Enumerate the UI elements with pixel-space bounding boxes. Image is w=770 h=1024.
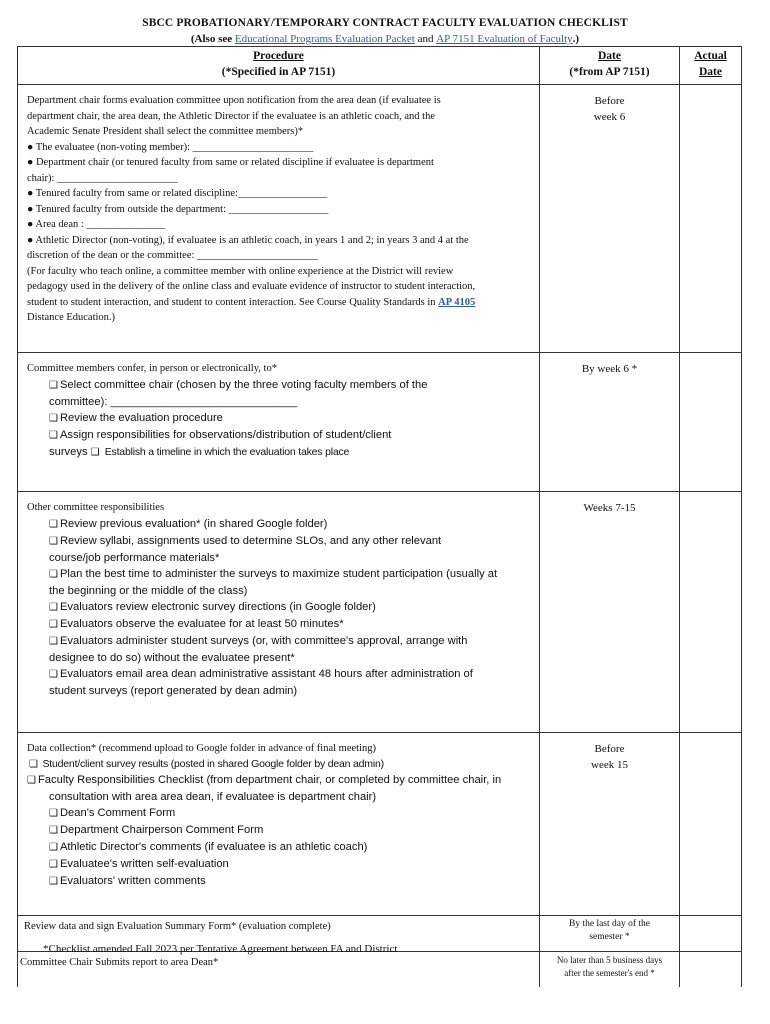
checklist-table <box>17 46 742 987</box>
actual-date-cell[interactable] <box>680 733 742 916</box>
item-text: Plan the best time to administer the surveys to maximize student participation (usually at <box>59 567 498 580</box>
date-text: semester * <box>589 932 630 942</box>
checkbox-icon[interactable]: ❑ <box>49 824 58 836</box>
item-text: Review syllabi, assignments used to determine SLOs, and any other relevant <box>59 534 442 547</box>
row-text: ● Department chair (or tenured faculty from same or related discipline if evaluatee is department <box>27 157 434 168</box>
date-text: Before <box>594 743 625 755</box>
table-row <box>18 85 742 353</box>
row-text: Review data and sign Evaluation Summary Form* (evaluation complete) <box>24 921 331 932</box>
checklist-item[interactable] <box>27 805 533 822</box>
checklist-item[interactable] <box>27 856 533 873</box>
checkbox-icon[interactable]: ❑ <box>49 807 58 819</box>
item-text: Establish a timeline in which the evaluation takes place <box>104 445 350 458</box>
checkbox-icon[interactable]: ❑ <box>29 758 38 770</box>
item-text: student surveys (report generated by dean admin) <box>49 684 298 697</box>
item-text: Assign responsibilities for observations/distribution of student/client <box>59 428 392 441</box>
item-text: consultation with area area dean, if evaluatee is department chair) <box>49 790 377 803</box>
row-intro: Other committee responsibilities <box>27 502 165 513</box>
table-row <box>18 492 742 733</box>
item-text: committee): ______________________________ <box>49 395 298 408</box>
checklist-item[interactable] <box>27 616 533 633</box>
row-text: ● Area dean : _______________ <box>27 219 166 230</box>
subtitle-suffix: .) <box>572 33 580 45</box>
actual-date-header <box>680 47 742 85</box>
checkbox-icon[interactable]: ❑ <box>27 774 36 786</box>
checklist-item[interactable] <box>27 839 533 856</box>
checklist-item <box>27 444 533 461</box>
footnote: *Checklist amended Fall 2023 per Tentative Agreement between FA and District <box>43 943 398 955</box>
checkbox-icon[interactable]: ❑ <box>49 635 58 647</box>
item-text: Evaluatee's written self-evaluation <box>59 857 229 870</box>
row-intro: Data collection* (recommend upload to Google folder in advance of final meeting) <box>27 743 376 754</box>
actual-date-cell[interactable] <box>680 916 742 952</box>
row-intro: Committee members confer, in person or electronically, to* <box>27 363 277 374</box>
document-subtitle <box>0 33 770 45</box>
date-text: week 6 <box>593 111 626 123</box>
checkbox-icon[interactable]: ❑ <box>49 601 58 613</box>
date-cell <box>540 85 680 353</box>
committee-confer-cell <box>18 353 540 492</box>
date-header-note: (*from AP 7151) <box>569 66 650 78</box>
date-cell <box>540 492 680 733</box>
date-cell <box>540 952 680 988</box>
submit-report-cell <box>18 952 540 988</box>
checklist-item[interactable] <box>27 772 533 789</box>
table-header-row <box>18 47 742 85</box>
item-text: Evaluators observe the evaluatee for at least 50 minutes* <box>59 617 344 630</box>
other-responsibilities-cell <box>18 492 540 733</box>
checklist-item[interactable] <box>27 633 533 650</box>
date-text: No later than 5 business days <box>556 955 663 965</box>
table-row <box>18 353 742 492</box>
checklist-item[interactable] <box>27 427 533 444</box>
checklist-item[interactable] <box>27 599 533 616</box>
actual-date-cell[interactable] <box>680 85 742 353</box>
item-text: surveys <box>49 445 88 458</box>
item-text: Athletic Director's comments (if evaluatee is an athletic coach) <box>59 840 368 853</box>
date-text: By the last day of the <box>569 919 650 929</box>
item-text: Department Chairperson Comment Form <box>59 823 264 836</box>
checklist-item[interactable] <box>27 822 533 839</box>
checkbox-icon[interactable]: ❑ <box>49 858 58 870</box>
checkbox-icon[interactable]: ❑ <box>49 412 58 424</box>
checklist-item[interactable] <box>27 873 533 890</box>
checkbox-icon[interactable]: ❑ <box>90 446 100 458</box>
checklist-item[interactable] <box>27 410 533 427</box>
item-text: designee to do so) without the evaluatee present* <box>49 651 295 664</box>
checklist-item[interactable] <box>27 757 533 772</box>
checklist-item[interactable] <box>27 666 533 683</box>
checkbox-icon[interactable]: ❑ <box>49 379 58 391</box>
row-text: Academic Senate President shall select the committee members)* <box>27 126 304 137</box>
ap-7151-link[interactable]: AP 7151 Evaluation of Faculty <box>436 33 573 45</box>
date-cell <box>540 733 680 916</box>
checkbox-icon[interactable]: ❑ <box>49 618 58 630</box>
procedure-header <box>18 47 540 85</box>
procedure-header-note: (*Specified in AP 7151) <box>221 66 336 78</box>
checkbox-icon[interactable]: ❑ <box>49 841 58 853</box>
checkbox-icon[interactable]: ❑ <box>49 568 58 580</box>
date-cell <box>540 353 680 492</box>
data-collection-cell <box>18 733 540 916</box>
item-text: Evaluators email area dean administrative assistant 48 hours after administration of <box>59 667 473 680</box>
evaluation-packet-link[interactable]: Educational Programs Evaluation Packet <box>234 33 415 45</box>
row-text: Department chair forms evaluation committee upon notification from the area dean (if evaluatee is <box>27 95 441 106</box>
row-text: student to student interaction, and student to content interaction. See Course Quality Standards in <box>27 296 436 308</box>
checkbox-icon[interactable]: ❑ <box>49 535 58 547</box>
date-header-title: Date <box>598 50 621 62</box>
row-text: Distance Education.) <box>27 312 116 323</box>
row-text: Committee Chair Submits report to area Dean* <box>20 957 219 968</box>
actual-header-line2: Date <box>699 66 722 78</box>
date-text: week 15 <box>591 759 628 771</box>
date-cell <box>540 916 680 952</box>
committee-formation-cell <box>18 85 540 353</box>
date-header <box>540 47 680 85</box>
checkbox-icon[interactable]: ❑ <box>49 875 58 887</box>
date-text: after the semester's end * <box>564 968 655 978</box>
date-text: Before <box>594 95 625 107</box>
row-text: (For faculty who teach online, a committee member with online experience at the District will review <box>27 265 454 277</box>
checklist-item[interactable] <box>27 516 533 533</box>
checkbox-icon[interactable]: ❑ <box>49 668 58 680</box>
table-row <box>18 952 742 988</box>
row-text: ● The evaluatee (non-voting member): _______________________ <box>27 141 314 153</box>
actual-date-cell[interactable] <box>680 492 742 733</box>
subtitle-prefix: (Also see <box>190 33 233 45</box>
row-text: chair): _______________________ <box>27 172 178 184</box>
row-text: ● Tenured faculty from outside the department: ___________________ <box>27 203 329 215</box>
table-row <box>18 733 742 916</box>
row-text: discretion of the dean or the committee: _______________________ <box>27 250 318 261</box>
procedure-header-title: Procedure <box>253 50 304 62</box>
row-text: department chair, the area dean, the Athletic Director if the evaluatee is an athletic coach, and the <box>27 110 436 122</box>
date-text: By week 6 * <box>581 363 638 375</box>
item-text: Evaluators administer student surveys (or, with committee's approval, arrange with <box>59 634 468 647</box>
item-text: the beginning or the middle of the class) <box>49 584 248 597</box>
actual-date-cell[interactable] <box>680 353 742 492</box>
subtitle-and: and <box>417 33 434 45</box>
checkbox-icon[interactable]: ❑ <box>49 518 58 530</box>
ap-4105-link[interactable]: AP 4105 <box>438 296 476 308</box>
item-text: Faculty Responsibilities Checklist (from department chair, or completed by committee chair, in <box>37 773 502 786</box>
actual-header-line1: Actual <box>694 50 727 62</box>
item-text: Evaluators review electronic survey directions (in Google folder) <box>59 600 376 613</box>
item-text: Review previous evaluation* (in shared Google folder) <box>59 517 328 530</box>
item-text: Select committee chair (chosen by the three voting faculty members of the <box>59 378 428 391</box>
document-title: SBCC PROBATIONARY/TEMPORARY CONTRACT FACULTY EVALUATION CHECKLIST <box>142 17 628 29</box>
checklist-item[interactable] <box>27 533 533 550</box>
checkbox-icon[interactable]: ❑ <box>49 429 58 441</box>
row-text: pedagogy used in the delivery of the online class and evaluate evidence of instructor to student interaction, <box>27 281 476 292</box>
date-text: Weeks 7-15 <box>583 502 636 514</box>
item-text: Student/client survey results (posted in shared Google folder by dean admin) <box>42 757 384 770</box>
checklist-item[interactable] <box>27 566 533 583</box>
item-text: Evaluators' written comments <box>59 874 206 887</box>
row-text: ● Tenured faculty from same or related discipline:_________________ <box>27 188 328 199</box>
actual-date-cell[interactable] <box>680 952 742 988</box>
checklist-item[interactable] <box>27 377 533 394</box>
row-text: ● Athletic Director (non-voting), if evaluatee is an athletic coach, in years 1 and 2; in years 3 and 4 at the <box>27 234 469 246</box>
item-text: Review the evaluation procedure <box>59 411 223 424</box>
item-text: course/job performance materials* <box>49 551 220 564</box>
item-text: Dean's Comment Form <box>59 806 176 819</box>
